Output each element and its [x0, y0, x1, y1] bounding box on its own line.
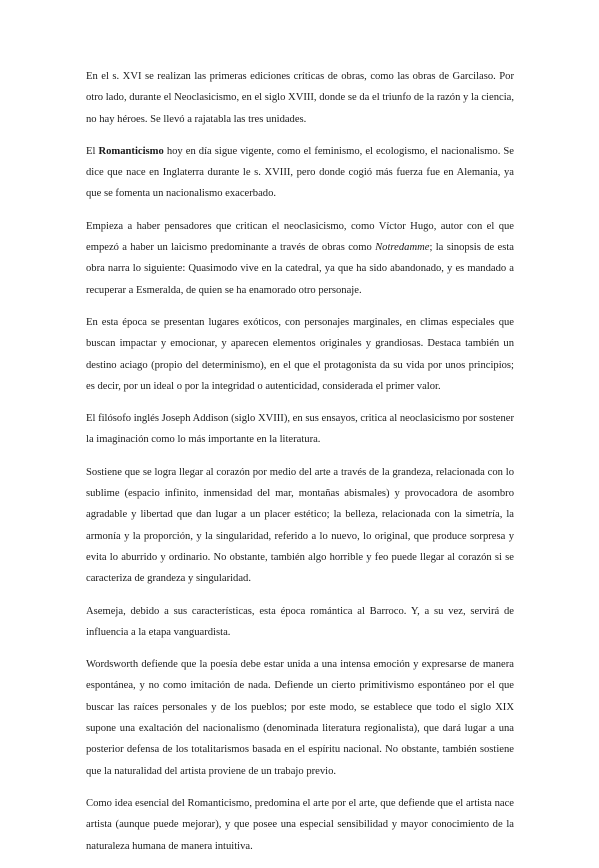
paragraph-3-italic-title: Notredamme — [375, 242, 430, 254]
paragraph-6 — [86, 462, 514, 590]
document-page — [86, 66, 514, 868]
paragraph-2-post: hoy en día sigue vigente, como el feminismo, el ecologismo, el nacionalismo. Se dice que nace en Inglaterra durante le s. XVIII, pero donde cogió más fuerza fue en Alemania, ya que se fomenta un nacionalismo exacerbado. — [86, 145, 514, 200]
paragraph-2 — [86, 141, 514, 205]
paragraph-4-text: En esta época se presentan lugares exóticos, con personajes marginales, en climas especiales que buscan impactar y emocionar, y aparecen elementos originales y grandiosas. Destaca también un destino aciago (propio del determinismo), en el que el protagonista da su vida por unos principios; es decir, por un ideal o por la integridad o autenticidad, considerada el primer valor. — [86, 316, 514, 392]
paragraph-6-text: Sostiene que se logra llegar al corazón por medio del arte a través de la grandeza, relacionada con lo sublime (espacio infinito, inmensidad del mar, montañas abismales) y provocadora de asombro agradable y libertad que dan lugar a un placer estético; la belleza, relacionada con la simetría, la armonía y la proporción, y la singularidad, referido a lo nuevo, lo original, que produce sorpresa y evita lo aburrido y ordinario. No obstante, también algo horrible y feo puede llegar al corazón si se caracteriza de grandeza y singularidad. — [86, 466, 514, 585]
paragraph-1 — [86, 66, 514, 130]
paragraph-3 — [86, 216, 514, 301]
paragraph-4 — [86, 312, 514, 397]
paragraph-3-pre: Empieza a haber pensadores que critican el neoclasicismo, como Víctor Hugo, autor con el que empezó a haber un laicismo predominante a través de obras como — [86, 220, 514, 254]
paragraph-9 — [86, 793, 514, 857]
paragraph-3-post: ; la sinopsis de esta obra narra lo siguiente: Quasimodo vive en la catedral, ya que ha sido abandonado, y es mandado a recuperar a Esmeralda, de quien se ha enamorado otro personaje. — [86, 242, 515, 296]
paragraph-2-bold-term: Romanticismo — [98, 145, 164, 157]
paragraph-8 — [86, 654, 514, 782]
paragraph-2-pre: El — [86, 145, 99, 157]
paragraph-7-text: Asemeja, debido a sus características, esta época romántica al Barroco. Y, a su vez, servirá de influencia a la etapa vanguardista. — [86, 605, 514, 638]
paragraph-5 — [86, 408, 514, 451]
paragraph-8-text: Wordsworth defiende que la poesía debe estar unida a una intensa emoción y expresarse de manera espontánea, y no como imitación de nada. Defiende un cierto primitivismo espontáneo por el que buscar las raíces personales y de los pueblos; por este modo, se establece que todo el siglo XIX supone una exaltación del nacionalismo (denominada literatura regionalista), que dará lugar a una posterior defensa de los totalitarismos basada en el espíritu nacional. No obstante, también sostiene que la naturalidad del artista proviene de un trabajo previo. — [86, 659, 514, 777]
paragraph-9-text: Como idea esencial del Romanticismo, predomina el arte por el arte, que defiende que el artista nace artista (aunque puede mejorar), y que posee una especial sensibilidad y mayor conocimiento de la naturaleza humana de manera intuitiva. — [86, 797, 514, 852]
paragraph-5-text: El filósofo inglés Joseph Addison (siglo XVIII), en sus ensayos, critica al neoclasicismo por sostener la imaginación como lo más importante en la literatura. — [86, 413, 514, 446]
paragraph-7 — [86, 601, 514, 644]
paragraph-1-text: En el s. XVI se realizan las primeras ediciones críticas de obras, como las obras de Garcilaso. Por otro lado, durante el Neoclasicismo, en el siglo XVIII, donde se da el triunfo de la razón y la ciencia, no hay héroes. Se llevó a rajatabla las tres unidades. — [86, 71, 514, 125]
